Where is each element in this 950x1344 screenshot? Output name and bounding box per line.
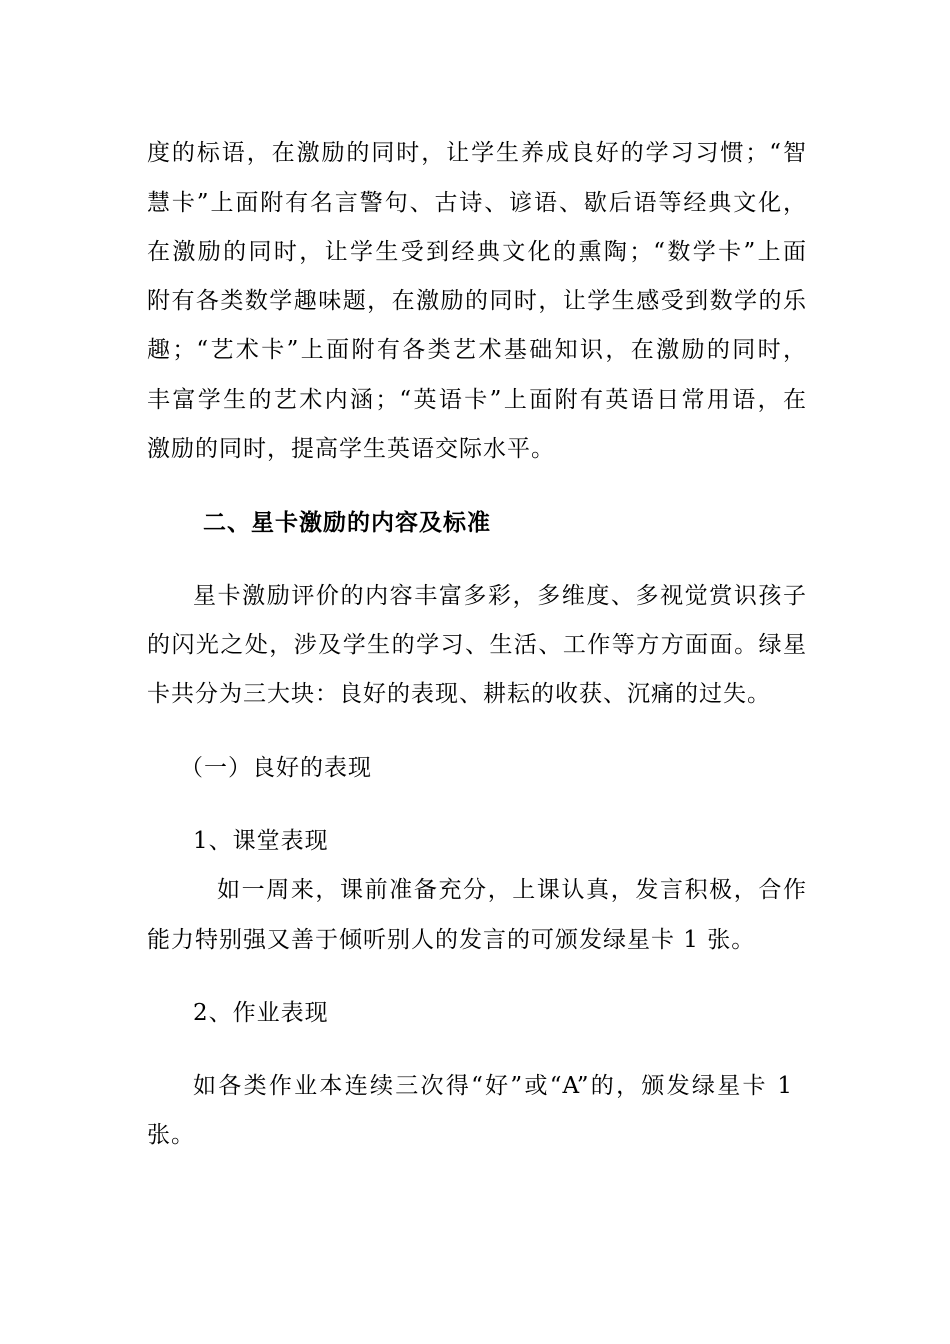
paragraph-line: 卡共分为三大块：良好的表现、耕耘的收获、沉痛的过失。 [147, 681, 771, 707]
paragraph-line: 丰富学生的艺术内涵；“英语卡”上面附有英语日常用语，在 [147, 387, 807, 413]
paragraph-line: 星卡激励评价的内容丰富多彩，多维度、多视觉赏识孩子 [193, 583, 807, 609]
paragraph-line: 如各类作业本连续三次得“好”或“A”的，颁发绿星卡 1 [193, 1073, 793, 1099]
paragraph-line: 能力特别强又善于倾听别人的发言的可颁发绿星卡 1 张。 [147, 927, 756, 953]
paragraph-line: 度的标语，在激励的同时，让学生养成良好的学习习惯；“智 [147, 140, 807, 166]
paragraph-line: 在激励的同时，让学生受到经典文化的熏陶；“数学卡”上面 [147, 239, 807, 265]
item-title: 2、作业表现 [193, 1000, 329, 1026]
section-heading: 二、星卡激励的内容及标准 [203, 510, 491, 536]
item-title: 1、课堂表现 [193, 828, 329, 854]
paragraph-line: 激励的同时，提高学生英语交际水平。 [147, 436, 555, 462]
paragraph-line: 趣；“艺术卡”上面附有各类艺术基础知识，在激励的同时， [147, 337, 807, 363]
paragraph-line: 的闪光之处，涉及学生的学习、生活、工作等方方面面。绿星 [147, 632, 807, 658]
paragraph-line: 附有各类数学趣味题，在激励的同时，让学生感受到数学的乐 [147, 288, 807, 314]
paragraph-line: 张。 [147, 1122, 195, 1148]
subsection-heading: （一）良好的表现 [180, 755, 372, 781]
paragraph-line: 如一周来，课前准备充分，上课认真，发言积极，合作 [217, 877, 807, 903]
paragraph-line: 慧卡”上面附有名言警句、古诗、谚语、歇后语等经典文化， [147, 190, 807, 216]
